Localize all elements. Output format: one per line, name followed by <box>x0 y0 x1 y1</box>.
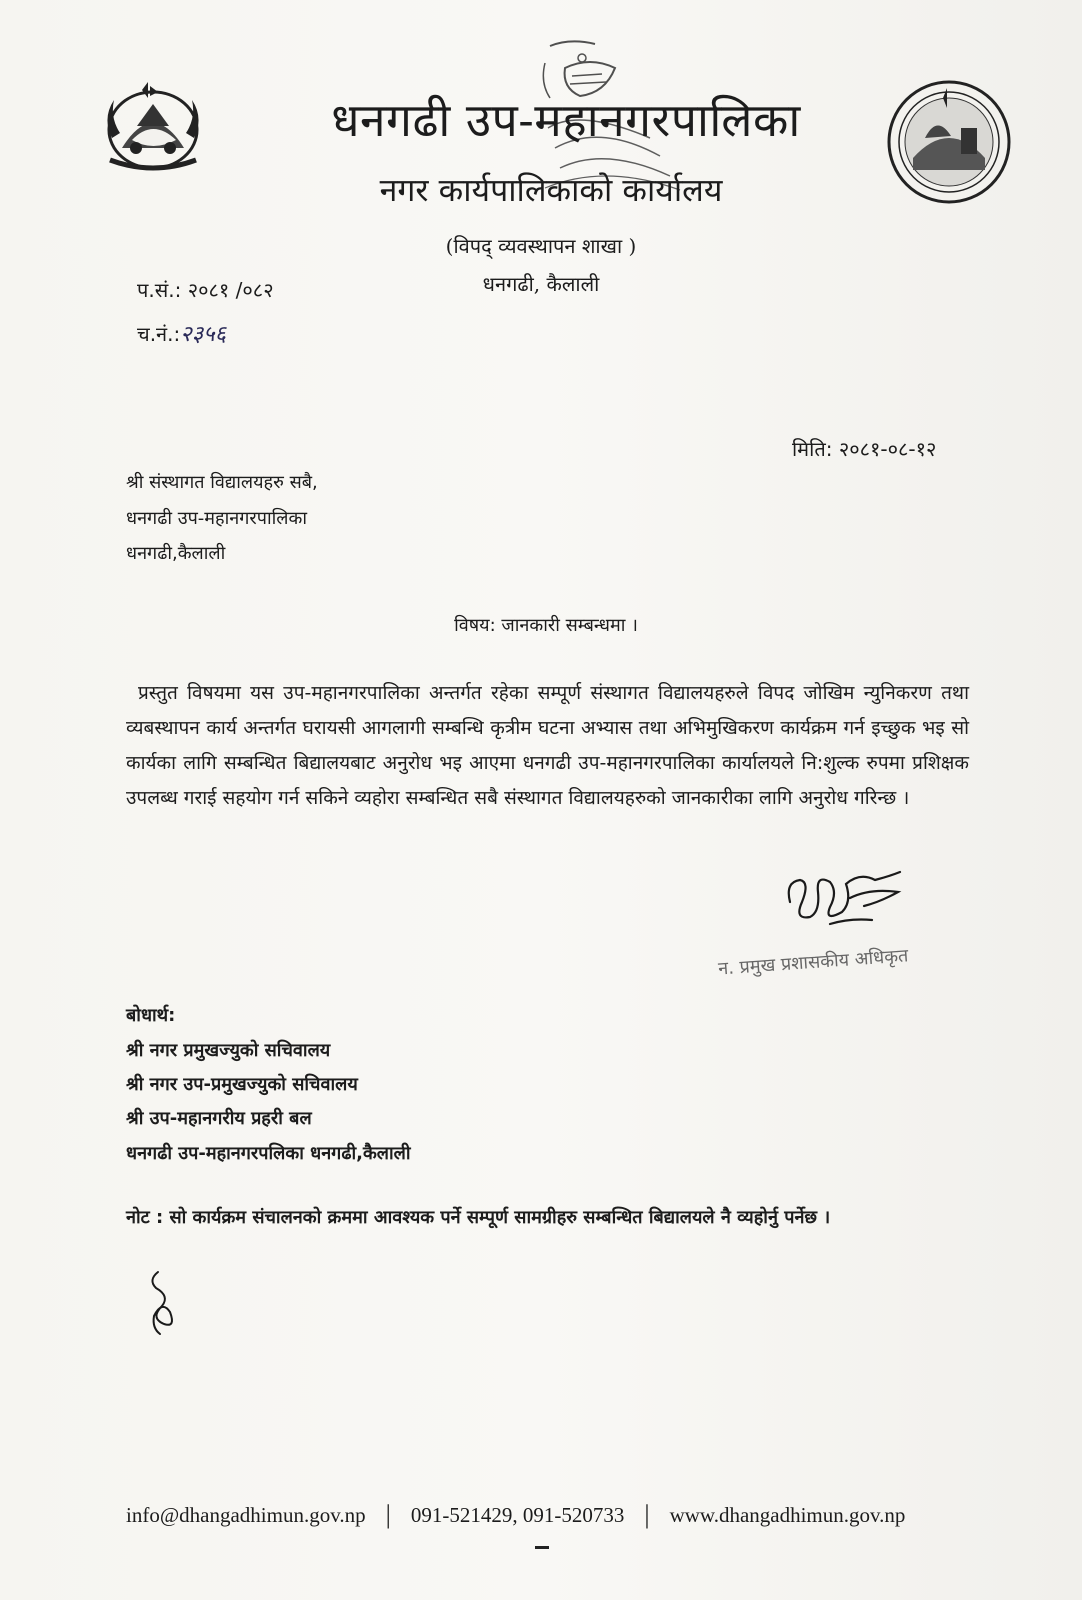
cc-heading: बोधार्थ: <box>126 1005 176 1026</box>
office-location: धनगढी, कैलाली <box>482 272 600 296</box>
cc-item: श्री उप-महानगरीय प्रहरी बल <box>126 1108 312 1129</box>
footer-phone: 091-521429, 091-520733 <box>410 1502 625 1527</box>
recipient-line-1: श्री संस्थागत विद्यालयहरु सबै, <box>126 472 318 493</box>
reference-cn-value: २३५६ <box>180 322 227 347</box>
recipient-line-2: धनगढी उप-महानगरपालिका <box>126 508 308 529</box>
footer-separator: | <box>644 1500 650 1529</box>
recipient-line-3: धनगढी,कैलाली <box>126 543 226 564</box>
reference-fiscal-year <box>137 276 274 303</box>
cc-item: श्री नगर प्रमुखज्युको सचिवालय <box>126 1040 331 1061</box>
letter-note: नोट : सो कार्यक्रम संचालनको क्रममा आवश्यक पर्ने सम्पूर्ण सामग्रीहरु सम्बन्धित बिद्यालयले नै व्यहोर्नु पर्नेछ । <box>126 1207 831 1228</box>
letter-body: प्रस्तुत विषयमा यस उप-महानगरपालिका अन्तर्गत रहेका सम्पूर्ण संस्थागत विद्यालयहरुले विपद जोखिम न्युनिकरण तथा व्यबस्थापन कार्य अन्तर्गत घरायसी आगलागी सम्बन्धि कृत्रीम घटना अभ्यास तथा अभिमुखिकरण कार्यक्रम गर्न इच्छुक भइ सो कार्यका लागि सम्बन्धित बिद्यालयबाट अनुरोध भइ आएमा धनगढी उप-महानगरपालिका कार्यालयले नि:शुल्क रुपमा प्रशिक्षक उपलब्ध गराई सहयोग गर्न सकिने व्यहोरा सम्बन्धित सबै संस्थागत विद्यालयहरुको जानकारीका लागि अनुरोध गरिन्छ । <box>126 682 969 809</box>
reference-ps-label: प.सं.: <box>137 278 182 302</box>
reference-dispatch-number <box>137 318 226 348</box>
cc-item: श्री नगर उप-प्रमुखज्युको सचिवालय <box>126 1074 358 1095</box>
footer-separator: | <box>385 1500 391 1529</box>
initials-icon <box>140 1266 190 1336</box>
signature-icon <box>780 862 920 932</box>
footer-website[interactable]: www.dhangadhimun.gov.np <box>669 1502 906 1527</box>
signatory-title: न. प्रमुख प्रशासकीय अधिकृत <box>717 945 909 980</box>
footer-email[interactable]: info@dhangadhimun.gov.np <box>126 1502 366 1527</box>
department-name: (विपद् व्यवस्थापन शाखा ) <box>445 234 637 258</box>
office-title: धनगढी उप-महानगरपालिका <box>331 93 801 147</box>
page-marker <box>535 1546 549 1549</box>
letter-subject: विषय: जानकारी सम्बन्धमा । <box>454 615 638 636</box>
letter-date: मिति: २०८१-०८-१२ <box>792 437 937 461</box>
office-subtitle: नगर कार्यपालिकाको कार्यालय <box>379 171 723 209</box>
cc-item: धनगढी उप-महानगरपलिका धनगढी,कैलाली <box>126 1143 411 1164</box>
reference-ps-value: २०८१ /०८२ <box>187 278 274 302</box>
reference-cn-label: च.नं.: <box>137 322 181 346</box>
footer-contact <box>126 1500 966 1530</box>
